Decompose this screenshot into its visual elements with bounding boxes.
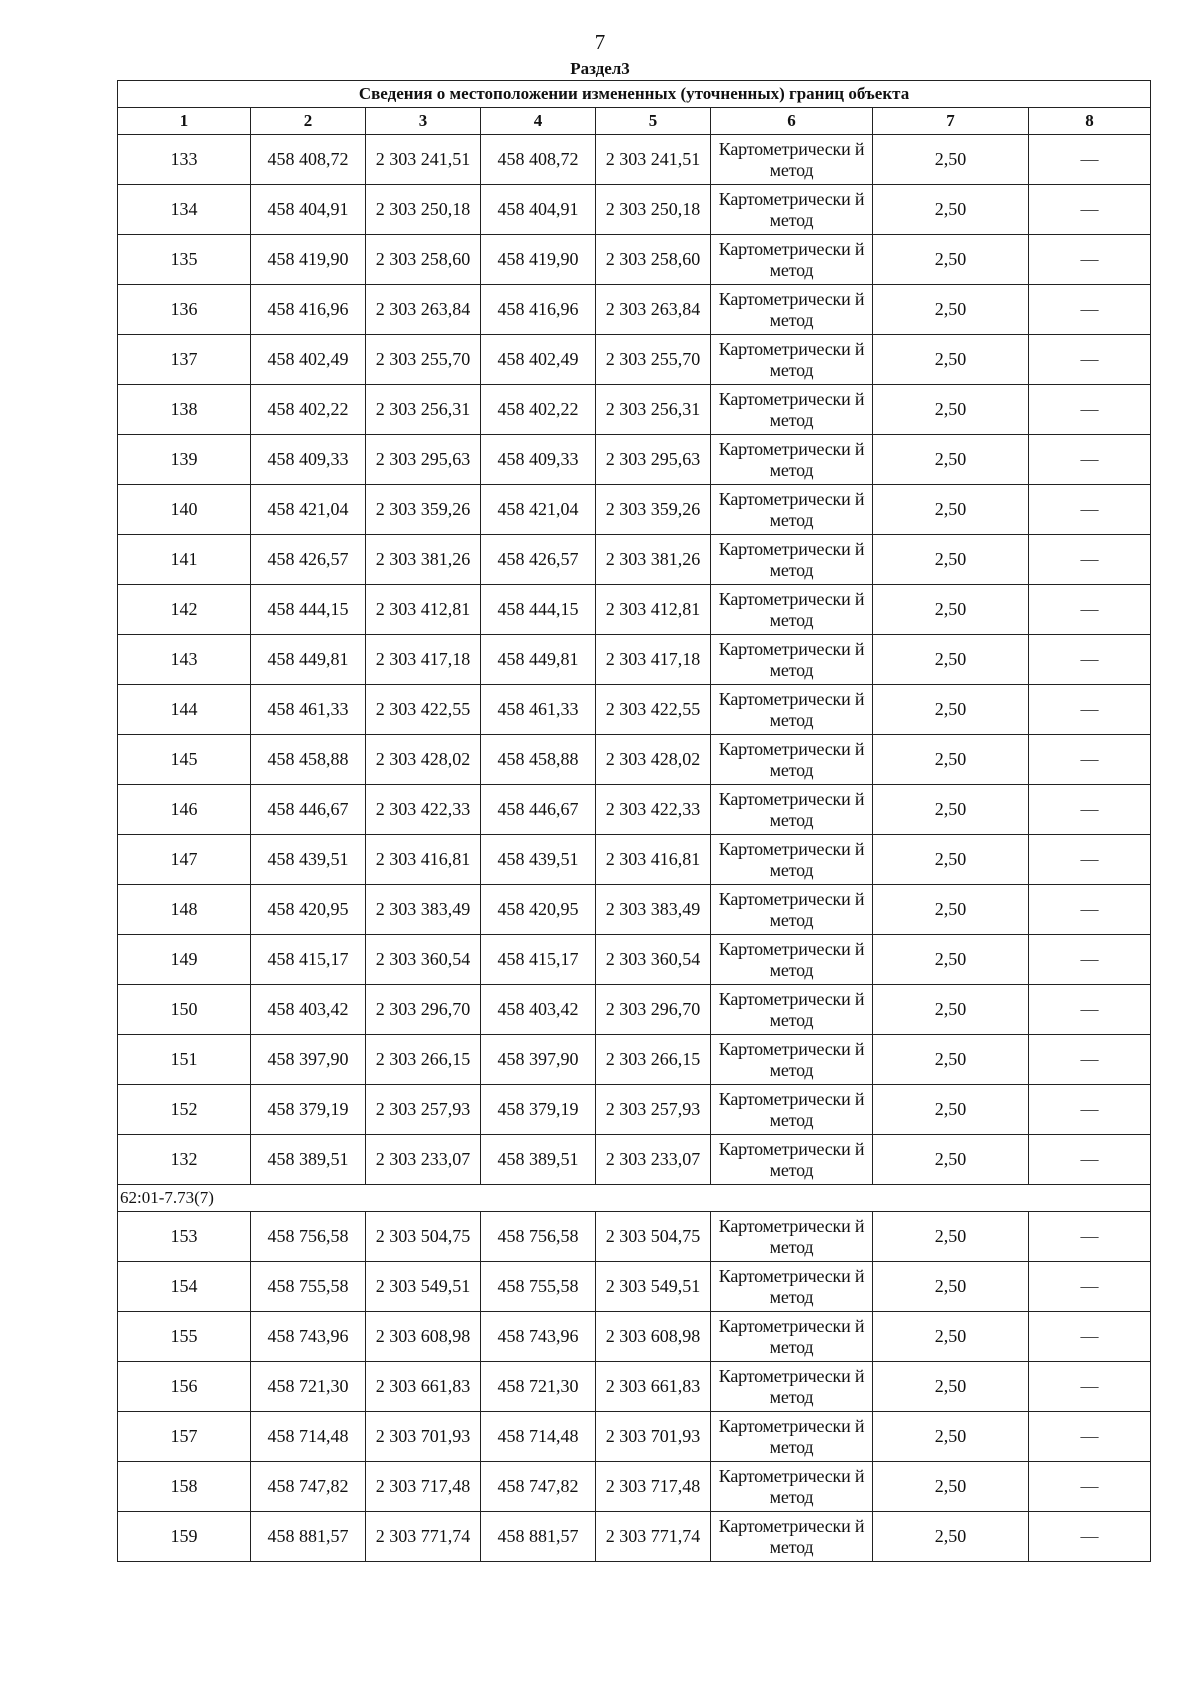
- cell-x-old: 458 389,51: [251, 1135, 366, 1185]
- table-row: [118, 1085, 1151, 1135]
- cell-y-old: 2 303 241,51: [366, 135, 481, 185]
- table-header-row: [118, 108, 1151, 135]
- cell-accuracy: 2,50: [873, 1212, 1029, 1262]
- cell-x-old: 458 421,04: [251, 485, 366, 535]
- table-row: [118, 185, 1151, 235]
- cell-accuracy: 2,50: [873, 135, 1029, 185]
- cell-x-new: 458 755,58: [481, 1262, 596, 1312]
- cell-note: —: [1029, 885, 1151, 935]
- cell-note: —: [1029, 535, 1151, 585]
- cell-accuracy: 2,50: [873, 485, 1029, 535]
- cell-x-new: 458 419,90: [481, 235, 596, 285]
- cell-accuracy: 2,50: [873, 1462, 1029, 1512]
- column-header-6: 6: [711, 108, 873, 135]
- table-caption-row: [118, 81, 1151, 108]
- cell-x-new: 458 881,57: [481, 1512, 596, 1562]
- cell-method: Картометрически й метод: [711, 1085, 873, 1135]
- cell-x-old: 458 426,57: [251, 535, 366, 585]
- cell-y-new: 2 303 416,81: [596, 835, 711, 885]
- cell-x-new: 458 449,81: [481, 635, 596, 685]
- cell-accuracy: 2,50: [873, 435, 1029, 485]
- cell-y-new: 2 303 250,18: [596, 185, 711, 235]
- cell-y-new: 2 303 295,63: [596, 435, 711, 485]
- cell-note: —: [1029, 185, 1151, 235]
- cell-accuracy: 2,50: [873, 1035, 1029, 1085]
- table-row: [118, 385, 1151, 435]
- cell-x-new: 458 389,51: [481, 1135, 596, 1185]
- cell-y-old: 2 303 233,07: [366, 1135, 481, 1185]
- cell-method: Картометрически й метод: [711, 435, 873, 485]
- cell-point-number: 135: [118, 235, 251, 285]
- cell-y-old: 2 303 296,70: [366, 985, 481, 1035]
- cell-x-new: 458 444,15: [481, 585, 596, 635]
- cell-y-old: 2 303 428,02: [366, 735, 481, 785]
- cell-y-new: 2 303 504,75: [596, 1212, 711, 1262]
- cell-x-new: 458 439,51: [481, 835, 596, 885]
- column-header-1: 1: [118, 108, 251, 135]
- cell-accuracy: 2,50: [873, 1412, 1029, 1462]
- cell-point-number: 133: [118, 135, 251, 185]
- cell-method: Картометрически й метод: [711, 1135, 873, 1185]
- cell-method: Картометрически й метод: [711, 1035, 873, 1085]
- cell-accuracy: 2,50: [873, 285, 1029, 335]
- cell-point-number: 148: [118, 885, 251, 935]
- cell-note: —: [1029, 935, 1151, 985]
- column-header-3: 3: [366, 108, 481, 135]
- cell-method: Картометрически й метод: [711, 1412, 873, 1462]
- cell-x-new: 458 404,91: [481, 185, 596, 235]
- cell-point-number: 149: [118, 935, 251, 985]
- cell-accuracy: 2,50: [873, 1312, 1029, 1362]
- cell-x-old: 458 379,19: [251, 1085, 366, 1135]
- cell-y-old: 2 303 701,93: [366, 1412, 481, 1462]
- cell-accuracy: 2,50: [873, 185, 1029, 235]
- cell-accuracy: 2,50: [873, 385, 1029, 435]
- cell-y-new: 2 303 255,70: [596, 335, 711, 385]
- cell-x-old: 458 755,58: [251, 1262, 366, 1312]
- cell-point-number: 152: [118, 1085, 251, 1135]
- cell-method: Картометрически й метод: [711, 1312, 873, 1362]
- cell-y-old: 2 303 257,93: [366, 1085, 481, 1135]
- cell-note: —: [1029, 1512, 1151, 1562]
- cell-y-old: 2 303 266,15: [366, 1035, 481, 1085]
- table-row: [118, 1262, 1151, 1312]
- cell-y-old: 2 303 417,18: [366, 635, 481, 685]
- group-label: 62:01-7.73(7): [118, 1185, 1151, 1212]
- cell-y-new: 2 303 417,18: [596, 635, 711, 685]
- table-row: [118, 1362, 1151, 1412]
- cell-point-number: 136: [118, 285, 251, 335]
- cell-method: Картометрически й метод: [711, 335, 873, 385]
- cell-method: Картометрически й метод: [711, 735, 873, 785]
- cell-y-new: 2 303 428,02: [596, 735, 711, 785]
- cell-y-old: 2 303 549,51: [366, 1262, 481, 1312]
- table-row: [118, 735, 1151, 785]
- cell-y-new: 2 303 771,74: [596, 1512, 711, 1562]
- cell-method: Картометрически й метод: [711, 585, 873, 635]
- cell-y-new: 2 303 701,93: [596, 1412, 711, 1462]
- cell-note: —: [1029, 985, 1151, 1035]
- cell-note: —: [1029, 735, 1151, 785]
- cell-method: Картометрически й метод: [711, 1362, 873, 1412]
- cell-y-old: 2 303 416,81: [366, 835, 481, 885]
- cell-y-old: 2 303 258,60: [366, 235, 481, 285]
- cell-y-old: 2 303 359,26: [366, 485, 481, 535]
- cell-accuracy: 2,50: [873, 1085, 1029, 1135]
- cell-y-new: 2 303 608,98: [596, 1312, 711, 1362]
- cell-note: —: [1029, 1262, 1151, 1312]
- cell-x-old: 458 416,96: [251, 285, 366, 335]
- cell-y-new: 2 303 257,93: [596, 1085, 711, 1135]
- cell-note: —: [1029, 1085, 1151, 1135]
- cell-method: Картометрически й метод: [711, 285, 873, 335]
- cell-x-old: 458 721,30: [251, 1362, 366, 1412]
- cell-x-old: 458 402,49: [251, 335, 366, 385]
- column-header-4: 4: [481, 108, 596, 135]
- cell-x-old: 458 439,51: [251, 835, 366, 885]
- cell-point-number: 143: [118, 635, 251, 685]
- cell-y-old: 2 303 255,70: [366, 335, 481, 385]
- cell-y-new: 2 303 661,83: [596, 1362, 711, 1412]
- cell-x-new: 458 420,95: [481, 885, 596, 935]
- cell-point-number: 147: [118, 835, 251, 885]
- table-row: [118, 135, 1151, 185]
- table-row: [118, 285, 1151, 335]
- cell-accuracy: 2,50: [873, 685, 1029, 735]
- cell-x-old: 458 446,67: [251, 785, 366, 835]
- cell-y-new: 2 303 549,51: [596, 1262, 711, 1312]
- table-row: [118, 1462, 1151, 1512]
- cell-point-number: 151: [118, 1035, 251, 1085]
- cell-x-new: 458 458,88: [481, 735, 596, 785]
- cell-accuracy: 2,50: [873, 585, 1029, 635]
- cell-x-old: 458 747,82: [251, 1462, 366, 1512]
- cell-note: —: [1029, 135, 1151, 185]
- cell-y-old: 2 303 661,83: [366, 1362, 481, 1412]
- cell-point-number: 155: [118, 1312, 251, 1362]
- cell-point-number: 134: [118, 185, 251, 235]
- cell-note: —: [1029, 1035, 1151, 1085]
- cell-accuracy: 2,50: [873, 235, 1029, 285]
- table-row: [118, 1412, 1151, 1462]
- cell-y-new: 2 303 359,26: [596, 485, 711, 535]
- cell-x-new: 458 416,96: [481, 285, 596, 335]
- cell-y-new: 2 303 360,54: [596, 935, 711, 985]
- cell-x-old: 458 420,95: [251, 885, 366, 935]
- table-row: [118, 835, 1151, 885]
- cell-y-new: 2 303 241,51: [596, 135, 711, 185]
- cell-x-old: 458 408,72: [251, 135, 366, 185]
- cell-x-old: 458 881,57: [251, 1512, 366, 1562]
- cell-note: —: [1029, 635, 1151, 685]
- cell-y-old: 2 303 263,84: [366, 285, 481, 335]
- cell-y-new: 2 303 256,31: [596, 385, 711, 435]
- cell-y-new: 2 303 717,48: [596, 1462, 711, 1512]
- table-row: [118, 885, 1151, 935]
- cell-y-old: 2 303 381,26: [366, 535, 481, 585]
- cell-y-old: 2 303 771,74: [366, 1512, 481, 1562]
- cell-x-new: 458 408,72: [481, 135, 596, 185]
- table-row: [118, 1135, 1151, 1185]
- cell-x-new: 458 461,33: [481, 685, 596, 735]
- cell-accuracy: 2,50: [873, 335, 1029, 385]
- table-row: [118, 235, 1151, 285]
- cell-x-new: 458 402,22: [481, 385, 596, 435]
- cell-x-new: 458 397,90: [481, 1035, 596, 1085]
- table-body: [118, 135, 1151, 1562]
- cell-point-number: 156: [118, 1362, 251, 1412]
- table-row: [118, 535, 1151, 585]
- column-header-7: 7: [873, 108, 1029, 135]
- cell-y-old: 2 303 422,33: [366, 785, 481, 835]
- cell-point-number: 144: [118, 685, 251, 735]
- cell-note: —: [1029, 1312, 1151, 1362]
- cell-y-old: 2 303 504,75: [366, 1212, 481, 1262]
- cell-note: —: [1029, 1135, 1151, 1185]
- cell-point-number: 145: [118, 735, 251, 785]
- group-label-row: [118, 1185, 1151, 1212]
- cell-y-old: 2 303 360,54: [366, 935, 481, 985]
- cell-method: Картометрически й метод: [711, 1462, 873, 1512]
- cell-y-new: 2 303 233,07: [596, 1135, 711, 1185]
- cell-point-number: 157: [118, 1412, 251, 1462]
- cell-note: —: [1029, 485, 1151, 535]
- cell-x-old: 458 415,17: [251, 935, 366, 985]
- cell-x-old: 458 449,81: [251, 635, 366, 685]
- cell-method: Картометрически й метод: [711, 185, 873, 235]
- cell-point-number: 142: [118, 585, 251, 635]
- cell-x-old: 458 404,91: [251, 185, 366, 235]
- cell-method: Картометрически й метод: [711, 1262, 873, 1312]
- cell-method: Картометрически й метод: [711, 685, 873, 735]
- cell-x-old: 458 444,15: [251, 585, 366, 635]
- cell-y-new: 2 303 412,81: [596, 585, 711, 635]
- cell-x-old: 458 461,33: [251, 685, 366, 735]
- cell-note: —: [1029, 1362, 1151, 1412]
- cell-method: Картометрически й метод: [711, 535, 873, 585]
- cell-y-old: 2 303 250,18: [366, 185, 481, 235]
- cell-note: —: [1029, 235, 1151, 285]
- table-row: [118, 585, 1151, 635]
- cell-note: —: [1029, 1212, 1151, 1262]
- table-row: [118, 685, 1151, 735]
- cell-x-new: 458 421,04: [481, 485, 596, 535]
- table-row: [118, 1312, 1151, 1362]
- table-row: [118, 935, 1151, 985]
- cell-point-number: 154: [118, 1262, 251, 1312]
- cell-x-old: 458 743,96: [251, 1312, 366, 1362]
- cell-y-new: 2 303 296,70: [596, 985, 711, 1035]
- cell-note: —: [1029, 1412, 1151, 1462]
- cell-point-number: 140: [118, 485, 251, 535]
- cell-note: —: [1029, 785, 1151, 835]
- cell-point-number: 139: [118, 435, 251, 485]
- cell-note: —: [1029, 685, 1151, 735]
- cell-point-number: 146: [118, 785, 251, 835]
- cell-method: Картометрически й метод: [711, 885, 873, 935]
- cell-y-old: 2 303 717,48: [366, 1462, 481, 1512]
- cell-x-old: 458 714,48: [251, 1412, 366, 1462]
- cell-point-number: 132: [118, 1135, 251, 1185]
- table-row: [118, 785, 1151, 835]
- cell-accuracy: 2,50: [873, 735, 1029, 785]
- cell-point-number: 141: [118, 535, 251, 585]
- cell-y-old: 2 303 295,63: [366, 435, 481, 485]
- cell-point-number: 153: [118, 1212, 251, 1262]
- column-header-8: 8: [1029, 108, 1151, 135]
- cell-y-new: 2 303 266,15: [596, 1035, 711, 1085]
- cell-note: —: [1029, 1462, 1151, 1512]
- cell-accuracy: 2,50: [873, 835, 1029, 885]
- cell-method: Картометрически й метод: [711, 785, 873, 835]
- cell-x-new: 458 721,30: [481, 1362, 596, 1412]
- table-row: [118, 1512, 1151, 1562]
- cell-note: —: [1029, 585, 1151, 635]
- cell-x-old: 458 409,33: [251, 435, 366, 485]
- cell-note: —: [1029, 435, 1151, 485]
- cell-x-new: 458 402,49: [481, 335, 596, 385]
- cell-accuracy: 2,50: [873, 1135, 1029, 1185]
- cell-x-new: 458 426,57: [481, 535, 596, 585]
- cell-point-number: 138: [118, 385, 251, 435]
- cell-accuracy: 2,50: [873, 1512, 1029, 1562]
- cell-note: —: [1029, 385, 1151, 435]
- cell-x-old: 458 402,22: [251, 385, 366, 435]
- table-row: [118, 1212, 1151, 1262]
- cell-point-number: 137: [118, 335, 251, 385]
- cell-x-new: 458 415,17: [481, 935, 596, 985]
- cell-y-new: 2 303 422,55: [596, 685, 711, 735]
- table-row: [118, 335, 1151, 385]
- cell-note: —: [1029, 335, 1151, 385]
- cell-method: Картометрически й метод: [711, 385, 873, 435]
- cell-x-new: 458 446,67: [481, 785, 596, 835]
- cell-method: Картометрически й метод: [711, 135, 873, 185]
- cell-accuracy: 2,50: [873, 885, 1029, 935]
- cell-x-new: 458 403,42: [481, 985, 596, 1035]
- cell-x-new: 458 756,58: [481, 1212, 596, 1262]
- cell-method: Картометрически й метод: [711, 235, 873, 285]
- section-title: Раздел3: [570, 59, 630, 78]
- cell-accuracy: 2,50: [873, 1262, 1029, 1312]
- cell-point-number: 159: [118, 1512, 251, 1562]
- cell-method: Картометрически й метод: [711, 485, 873, 535]
- cell-accuracy: 2,50: [873, 535, 1029, 585]
- cell-x-old: 458 403,42: [251, 985, 366, 1035]
- cell-y-old: 2 303 422,55: [366, 685, 481, 735]
- table-caption: Сведения о местоположении измененных (уточненных) границ объекта: [118, 81, 1151, 108]
- cell-point-number: 150: [118, 985, 251, 1035]
- cell-x-old: 458 458,88: [251, 735, 366, 785]
- cell-point-number: 158: [118, 1462, 251, 1512]
- cell-x-new: 458 747,82: [481, 1462, 596, 1512]
- page-number: 7: [594, 30, 606, 54]
- table-row: [118, 985, 1151, 1035]
- cell-method: Картометрически й метод: [711, 635, 873, 685]
- cell-y-new: 2 303 383,49: [596, 885, 711, 935]
- cell-x-new: 458 409,33: [481, 435, 596, 485]
- cell-accuracy: 2,50: [873, 985, 1029, 1035]
- table-row: [118, 435, 1151, 485]
- cell-note: —: [1029, 835, 1151, 885]
- cell-x-old: 458 756,58: [251, 1212, 366, 1262]
- cell-y-new: 2 303 422,33: [596, 785, 711, 835]
- cell-method: Картометрически й метод: [711, 835, 873, 885]
- cell-y-new: 2 303 258,60: [596, 235, 711, 285]
- cell-y-new: 2 303 381,26: [596, 535, 711, 585]
- cell-x-old: 458 397,90: [251, 1035, 366, 1085]
- cell-y-old: 2 303 383,49: [366, 885, 481, 935]
- cell-method: Картометрически й метод: [711, 935, 873, 985]
- cell-accuracy: 2,50: [873, 935, 1029, 985]
- cell-method: Картометрически й метод: [711, 985, 873, 1035]
- cell-method: Картометрически й метод: [711, 1212, 873, 1262]
- cell-x-new: 458 714,48: [481, 1412, 596, 1462]
- cell-x-new: 458 379,19: [481, 1085, 596, 1135]
- cell-method: Картометрически й метод: [711, 1512, 873, 1562]
- cell-x-new: 458 743,96: [481, 1312, 596, 1362]
- column-header-2: 2: [251, 108, 366, 135]
- cell-y-new: 2 303 263,84: [596, 285, 711, 335]
- table-row: [118, 635, 1151, 685]
- cell-y-old: 2 303 608,98: [366, 1312, 481, 1362]
- cell-x-old: 458 419,90: [251, 235, 366, 285]
- cell-y-old: 2 303 256,31: [366, 385, 481, 435]
- cell-y-old: 2 303 412,81: [366, 585, 481, 635]
- cell-accuracy: 2,50: [873, 1362, 1029, 1412]
- cell-note: —: [1029, 285, 1151, 335]
- cell-accuracy: 2,50: [873, 785, 1029, 835]
- coordinates-table: [117, 80, 1151, 1562]
- column-header-5: 5: [596, 108, 711, 135]
- table-row: [118, 485, 1151, 535]
- cell-accuracy: 2,50: [873, 635, 1029, 685]
- table-row: [118, 1035, 1151, 1085]
